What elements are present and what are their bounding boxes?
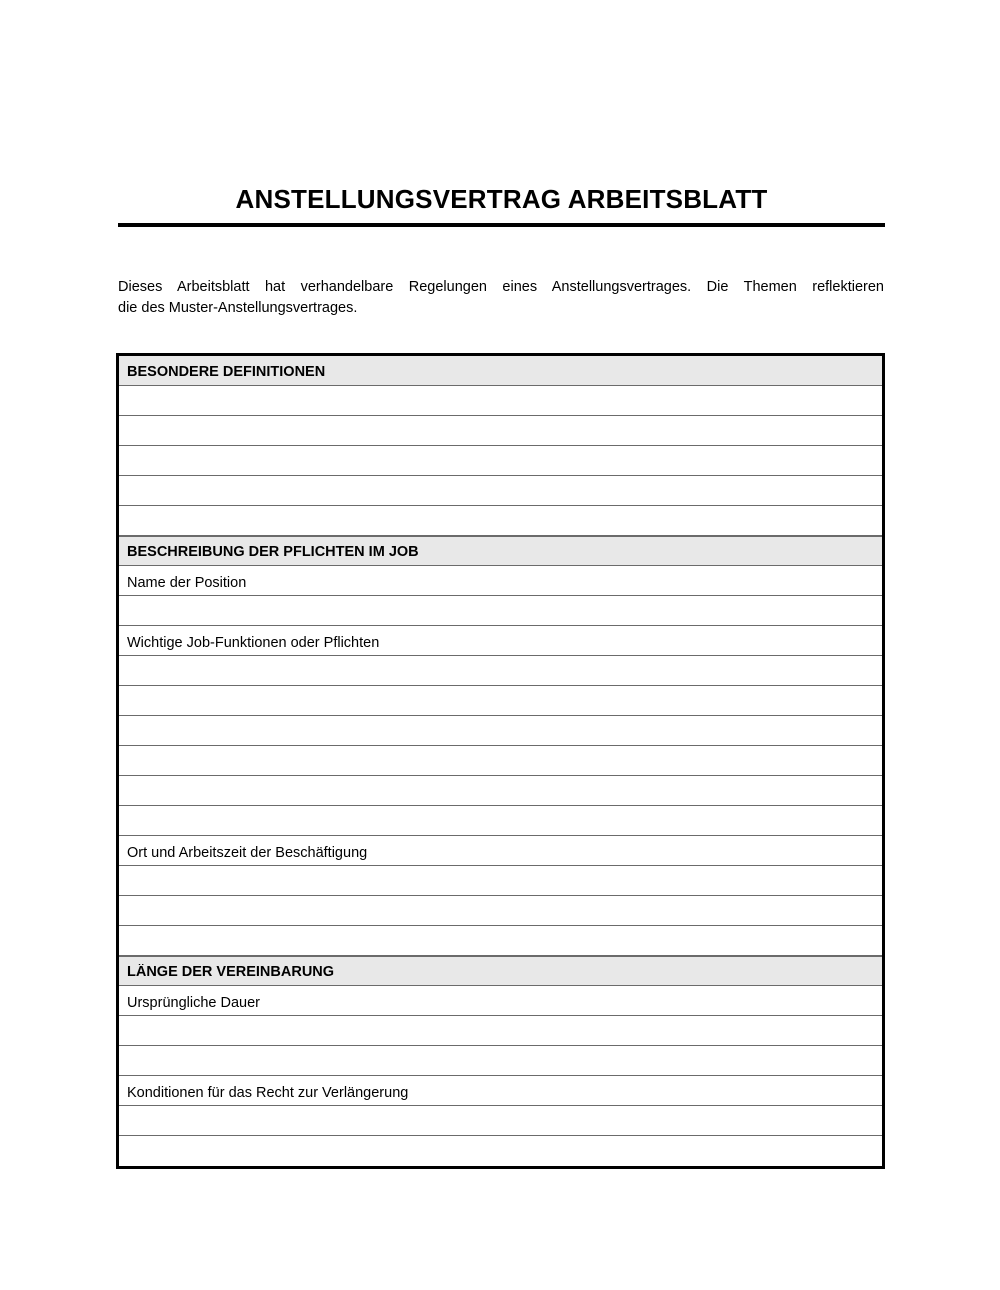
worksheet-section-header <box>119 956 882 986</box>
blank-fill-line <box>127 831 874 832</box>
worksheet-blank-row[interactable] <box>119 926 882 956</box>
section-header-label: BESCHREIBUNG DER PFLICHTEN IM JOB <box>127 544 419 560</box>
blank-fill-line <box>127 501 874 502</box>
field-label: Wichtige Job-Funktionen oder Pflichten <box>127 635 380 651</box>
blank-fill-line <box>127 441 874 442</box>
worksheet-blank-row[interactable] <box>119 806 882 836</box>
intro-line-2: die des Muster-Anstellungsvertrages. <box>118 300 358 316</box>
worksheet-section-header <box>119 536 882 566</box>
worksheet-table <box>116 353 885 1169</box>
blank-fill-line <box>127 741 874 742</box>
worksheet-blank-row[interactable] <box>119 506 882 536</box>
blank-fill-line <box>127 801 874 802</box>
worksheet-field-row <box>119 1076 882 1106</box>
section-header-label: LÄNGE DER VEREINBARUNG <box>127 964 335 980</box>
worksheet-blank-row[interactable] <box>119 896 882 926</box>
worksheet-blank-row[interactable] <box>119 716 882 746</box>
blank-fill-line <box>127 921 874 922</box>
worksheet-section-header <box>119 356 882 386</box>
worksheet-blank-row[interactable] <box>119 1106 882 1136</box>
blank-fill-line <box>127 681 874 682</box>
blank-fill-line <box>127 471 874 472</box>
worksheet-blank-row[interactable] <box>119 386 882 416</box>
worksheet-field-row <box>119 566 882 596</box>
worksheet-blank-row[interactable] <box>119 416 882 446</box>
worksheet-blank-row[interactable] <box>119 656 882 686</box>
blank-fill-line <box>127 951 874 952</box>
intro-line-1: Dieses Arbeitsblatt hat verhandelbare Regelungen eines Anstellungsvertrages. Die Themen reflektieren <box>118 279 884 295</box>
field-label: Konditionen für das Recht zur Verlängerung <box>127 1085 409 1101</box>
title-divider <box>118 223 885 227</box>
blank-fill-line <box>127 771 874 772</box>
worksheet-field-row <box>119 986 882 1016</box>
blank-fill-line <box>127 621 874 622</box>
blank-fill-line <box>127 1041 874 1042</box>
blank-fill-line <box>127 891 874 892</box>
worksheet-field-row <box>119 626 882 656</box>
blank-fill-line <box>127 531 874 532</box>
worksheet-blank-row[interactable] <box>119 1016 882 1046</box>
blank-fill-line <box>127 1131 874 1132</box>
worksheet-blank-row[interactable] <box>119 1136 882 1166</box>
worksheet-blank-row[interactable] <box>119 746 882 776</box>
blank-fill-line <box>127 1071 874 1072</box>
worksheet-blank-row[interactable] <box>119 776 882 806</box>
blank-fill-line <box>127 711 874 712</box>
worksheet-field-row <box>119 836 882 866</box>
intro-paragraph <box>118 277 884 319</box>
worksheet-blank-row[interactable] <box>119 686 882 716</box>
blank-fill-line <box>127 1162 874 1163</box>
title-block <box>118 183 885 227</box>
worksheet-blank-row[interactable] <box>119 866 882 896</box>
field-label: Ursprüngliche Dauer <box>127 995 260 1011</box>
field-label: Ort und Arbeitszeit der Beschäftigung <box>127 845 368 861</box>
page-title: ANSTELLUNGSVERTRAG ARBEITSBLATT <box>235 184 768 214</box>
section-header-label: BESONDERE DEFINITIONEN <box>127 364 326 380</box>
worksheet-blank-row[interactable] <box>119 476 882 506</box>
worksheet-blank-row[interactable] <box>119 446 882 476</box>
worksheet-blank-row[interactable] <box>119 596 882 626</box>
blank-fill-line <box>127 411 874 412</box>
worksheet-blank-row[interactable] <box>119 1046 882 1076</box>
field-label: Name der Position <box>127 575 247 591</box>
